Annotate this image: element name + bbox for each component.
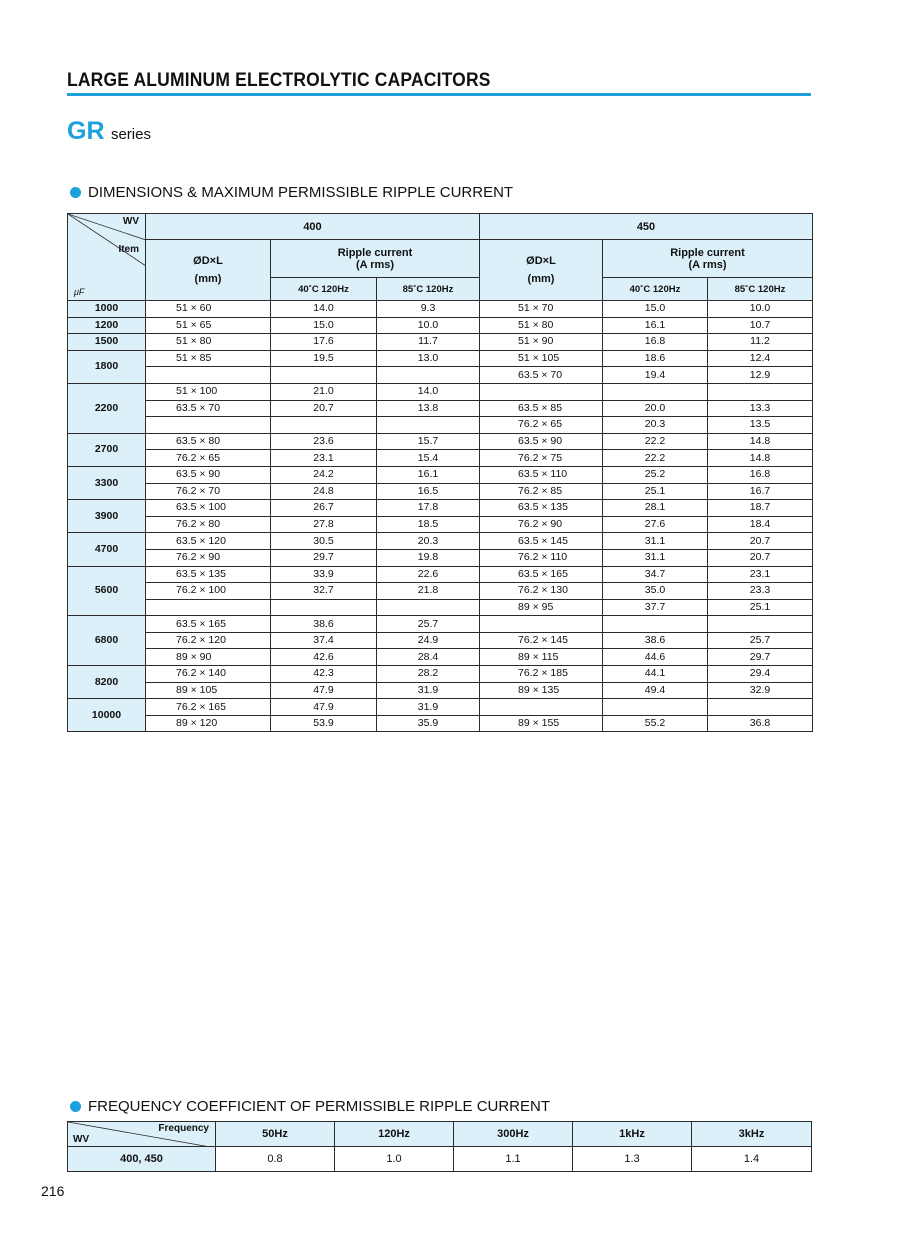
ripple-85-cell: 9.3 [377,301,480,318]
ripple-40-cell: 19.4 [603,367,708,384]
freq-coefficient: 1.1 [454,1147,573,1172]
ripple-85-cell: 14.8 [708,433,813,450]
temp-85-header: 85˚C 120Hz [377,278,480,301]
capacitance-cell: 1800 [68,350,146,383]
dims-heading-text: DIMENSIONS & MAXIMUM PERMISSIBLE RIPPLE CURRENT [88,184,514,201]
dim-unit: (mm) [194,273,222,285]
table-row [68,483,813,500]
ripple-40-cell: 34.7 [603,566,708,583]
dimension-cell: 89 × 120 [146,715,271,732]
ripple-85-cell: 17.8 [377,500,480,517]
ripple-85-cell: 25.7 [708,632,813,649]
ripple-40-cell: 33.9 [271,566,377,583]
ripple-40-cell: 31.1 [603,533,708,550]
ripple-40-cell: 32.7 [271,583,377,600]
voltage-400-header: 400 [146,214,480,240]
ripple-label: Ripple current [337,246,413,259]
freq-heading-text: FREQUENCY COEFFICIENT OF PERMISSIBLE RIPPLE CURRENT [88,1098,551,1115]
ripple-85-cell: 11.2 [708,334,813,351]
ripple-85-cell: 21.8 [377,583,480,600]
ripple-85-cell: 10.7 [708,317,813,334]
dimension-cell: 51 × 90 [480,334,603,351]
table-row [68,699,813,716]
dimension-cell: 63.5 × 80 [146,433,271,450]
ripple-85-cell: 23.3 [708,583,813,600]
dim-header-450 [480,240,603,301]
dims-heading [70,184,513,201]
dimension-cell: 76.2 × 80 [146,516,271,533]
ripple-unit: (A rms) [355,258,395,271]
dimension-cell [146,599,271,616]
dimension-cell: 51 × 60 [146,301,271,318]
ripple-40-cell: 44.1 [603,666,708,683]
dimension-cell: 76.2 × 140 [146,666,271,683]
freq-heading [70,1098,550,1115]
table-row [68,317,813,334]
dimension-cell: 76.2 × 90 [146,549,271,566]
table-row [68,599,813,616]
dimension-cell: 76.2 × 70 [146,483,271,500]
freq-corner-wv-label: WV [73,1134,90,1145]
dimension-cell: 63.5 × 90 [480,433,603,450]
ripple-85-cell: 29.4 [708,666,813,683]
ripple-85-cell: 12.9 [708,367,813,384]
ripple-85-cell [377,417,480,434]
ripple-40-cell: 24.2 [271,466,377,483]
ripple-85-cell: 15.7 [377,433,480,450]
ripple-85-cell: 25.1 [708,599,813,616]
series-word: series [110,126,151,143]
table-row [68,533,813,550]
capacitance-cell: 1200 [68,317,146,334]
ripple-85-cell: 25.7 [377,616,480,633]
ripple-40-cell: 44.6 [603,649,708,666]
ripple-40-cell: 16.8 [603,334,708,351]
ripple-40-cell: 20.7 [271,400,377,417]
capacitance-cell: 1500 [68,334,146,351]
ripple-40-cell [271,599,377,616]
ripple-unit: (A rms) [688,258,727,271]
dimension-cell: 63.5 × 120 [146,533,271,550]
dimension-cell: 76.2 × 85 [480,483,603,500]
dimension-cell: 51 × 80 [146,334,271,351]
ripple-85-cell: 13.0 [377,350,480,367]
table-row [68,350,813,367]
ripple-40-cell: 27.8 [271,516,377,533]
dimension-cell [146,417,271,434]
ripple-header-450 [603,240,813,278]
table-row [68,516,813,533]
ripple-85-cell [708,616,813,633]
ripple-85-cell: 13.5 [708,417,813,434]
dimension-cell: 89 × 115 [480,649,603,666]
temp-40-header: 40˚C 120Hz [271,278,377,301]
freq-header: 120Hz [335,1122,454,1147]
capacitance-cell: 2700 [68,433,146,466]
dimension-cell: 63.5 × 70 [146,400,271,417]
dimension-cell: 51 × 80 [480,317,603,334]
dimension-cell: 76.2 × 120 [146,632,271,649]
ripple-40-cell: 37.7 [603,599,708,616]
dimension-cell: 76.2 × 130 [480,583,603,600]
table-row [68,649,813,666]
capacitance-cell: 5600 [68,566,146,616]
corner-wv-label: WV [122,216,139,227]
table-row [68,500,813,517]
table-row [68,334,813,351]
ripple-40-cell [271,367,377,384]
ripple-85-cell: 18.5 [377,516,480,533]
ripple-85-cell: 22.6 [377,566,480,583]
table-row [68,301,813,318]
table-row [68,417,813,434]
ripple-85-cell: 31.9 [377,699,480,716]
freq-coefficient: 0.8 [216,1147,335,1172]
dim-unit: (mm) [527,273,555,285]
table-row [68,566,813,583]
ripple-40-cell: 17.6 [271,334,377,351]
ripple-40-cell: 14.0 [271,301,377,318]
ripple-40-cell [271,417,377,434]
table-row [68,400,813,417]
ripple-40-cell: 20.3 [603,417,708,434]
voltage-450-header: 450 [480,214,813,240]
freq-coefficient: 1.3 [573,1147,692,1172]
table-row [68,367,813,384]
dim-label: ØD×L [526,255,556,267]
freq-wv-cell: 400, 450 [68,1147,216,1172]
freq-coefficient: 1.0 [335,1147,454,1172]
dimension-cell: 63.5 × 70 [480,367,603,384]
ripple-85-cell: 14.0 [377,383,480,400]
dimension-cell: 63.5 × 165 [480,566,603,583]
corner-uf-label: μF [74,287,85,297]
dimension-cell: 76.2 × 65 [480,417,603,434]
ripple-40-cell: 24.8 [271,483,377,500]
capacitance-cell: 4700 [68,533,146,566]
ripple-40-cell: 26.7 [271,500,377,517]
temp-40-header: 40˚C 120Hz [603,278,708,301]
capacitance-cell: 3900 [68,500,146,533]
ripple-40-cell: 22.2 [603,450,708,467]
ripple-85-cell: 20.7 [708,533,813,550]
dimension-cell: 89 × 90 [146,649,271,666]
ripple-85-cell: 29.7 [708,649,813,666]
freq-corner-frequency-label: Frequency [158,1123,209,1134]
ripple-40-cell: 49.4 [603,682,708,699]
ripple-85-cell: 16.5 [377,483,480,500]
page-number: 216 [41,1183,65,1199]
dimension-cell: 76.2 × 165 [146,699,271,716]
dimension-cell: 63.5 × 165 [146,616,271,633]
capacitance-cell: 6800 [68,616,146,666]
ripple-85-cell: 16.8 [708,466,813,483]
ripple-40-cell: 53.9 [271,715,377,732]
freq-header: 300Hz [454,1122,573,1147]
table-row [68,715,813,732]
ripple-40-cell: 47.9 [271,699,377,716]
ripple-40-cell: 37.4 [271,632,377,649]
dimension-cell: 76.2 × 100 [146,583,271,600]
ripple-40-cell: 22.2 [603,433,708,450]
ripple-40-cell: 25.2 [603,466,708,483]
ripple-85-cell: 23.1 [708,566,813,583]
ripple-85-cell: 28.4 [377,649,480,666]
ripple-85-cell: 10.0 [377,317,480,334]
ripple-40-cell: 23.1 [271,450,377,467]
bullet-dot-icon [70,187,81,198]
ripple-85-cell: 31.9 [377,682,480,699]
capacitance-cell: 10000 [68,699,146,732]
frequency-table [67,1121,812,1172]
ripple-40-cell: 21.0 [271,383,377,400]
capacitance-cell: 1000 [68,301,146,318]
capacitance-cell: 2200 [68,383,146,433]
freq-header: 1kHz [573,1122,692,1147]
ripple-header-400 [271,240,480,278]
dimensions-table-body [68,301,813,732]
ripple-85-cell: 12.4 [708,350,813,367]
ripple-85-cell: 18.4 [708,516,813,533]
dimension-cell: 76.2 × 65 [146,450,271,467]
dimension-cell [480,699,603,716]
table-row [68,466,813,483]
ripple-40-cell: 42.6 [271,649,377,666]
ripple-40-cell: 20.0 [603,400,708,417]
page-title: LARGE ALUMINUM ELECTROLYTIC CAPACITORS [67,70,491,91]
ripple-85-cell: 13.8 [377,400,480,417]
ripple-40-cell: 29.7 [271,549,377,566]
freq-header: 50Hz [216,1122,335,1147]
ripple-85-cell [708,383,813,400]
dimension-cell: 63.5 × 90 [146,466,271,483]
ripple-label: Ripple current [670,246,745,259]
ripple-85-cell: 36.8 [708,715,813,732]
freq-coefficient: 1.4 [692,1147,812,1172]
ripple-40-cell: 38.6 [603,632,708,649]
freq-header: 3kHz [692,1122,812,1147]
ripple-40-cell: 27.6 [603,516,708,533]
table-row [68,450,813,467]
dimension-cell: 76.2 × 185 [480,666,603,683]
dimension-cell: 76.2 × 75 [480,450,603,467]
dimensions-table [67,213,813,732]
bullet-dot-icon [70,1101,81,1112]
ripple-85-cell: 19.8 [377,549,480,566]
dimension-cell: 51 × 70 [480,301,603,318]
dimension-cell [146,367,271,384]
ripple-40-cell: 42.3 [271,666,377,683]
ripple-85-cell: 16.1 [377,466,480,483]
ripple-40-cell: 47.9 [271,682,377,699]
ripple-40-cell [603,699,708,716]
table-row [68,682,813,699]
ripple-40-cell [603,383,708,400]
ripple-40-cell: 30.5 [271,533,377,550]
dimension-cell: 63.5 × 100 [146,500,271,517]
table-row [68,616,813,633]
ripple-85-cell: 20.7 [708,549,813,566]
ripple-85-cell [377,599,480,616]
ripple-85-cell: 16.7 [708,483,813,500]
ripple-40-cell: 25.1 [603,483,708,500]
ripple-85-cell: 18.7 [708,500,813,517]
corner-item-label: Item [118,244,139,255]
dimension-cell: 76.2 × 145 [480,632,603,649]
ripple-85-cell: 13.3 [708,400,813,417]
ripple-85-cell: 28.2 [377,666,480,683]
ripple-40-cell: 15.0 [603,301,708,318]
ripple-40-cell: 55.2 [603,715,708,732]
dimension-cell: 89 × 95 [480,599,603,616]
ripple-40-cell: 28.1 [603,500,708,517]
table-corner-cell [68,214,146,301]
dimension-cell: 63.5 × 85 [480,400,603,417]
capacitance-cell: 3300 [68,466,146,499]
ripple-85-cell: 35.9 [377,715,480,732]
ripple-40-cell [603,616,708,633]
dimension-cell: 63.5 × 110 [480,466,603,483]
dimension-cell: 51 × 65 [146,317,271,334]
dimension-cell: 76.2 × 110 [480,549,603,566]
ripple-85-cell [377,367,480,384]
dimension-cell: 51 × 100 [146,383,271,400]
dimension-cell: 63.5 × 135 [480,500,603,517]
table-row [68,583,813,600]
capacitance-cell: 8200 [68,666,146,699]
dimension-cell: 51 × 105 [480,350,603,367]
ripple-85-cell: 11.7 [377,334,480,351]
freq-corner-cell [68,1122,216,1147]
ripple-40-cell: 35.0 [603,583,708,600]
dimension-cell: 89 × 135 [480,682,603,699]
ripple-40-cell: 18.6 [603,350,708,367]
dimension-cell [480,383,603,400]
dimension-cell: 63.5 × 145 [480,533,603,550]
ripple-40-cell: 19.5 [271,350,377,367]
dimension-cell: 76.2 × 90 [480,516,603,533]
ripple-85-cell: 20.3 [377,533,480,550]
dim-label: ØD×L [193,255,223,267]
ripple-40-cell: 38.6 [271,616,377,633]
ripple-40-cell: 15.0 [271,317,377,334]
ripple-85-cell: 24.9 [377,632,480,649]
table-row [68,632,813,649]
ripple-85-cell [708,699,813,716]
dimension-cell [480,616,603,633]
temp-85-header: 85˚C 120Hz [708,278,813,301]
ripple-85-cell: 10.0 [708,301,813,318]
table-row [68,549,813,566]
dimension-cell: 89 × 105 [146,682,271,699]
ripple-40-cell: 23.6 [271,433,377,450]
ripple-40-cell: 16.1 [603,317,708,334]
table-row [68,433,813,450]
ripple-85-cell: 32.9 [708,682,813,699]
series-code: GR [67,117,105,145]
header-rule [67,93,811,96]
ripple-40-cell: 31.1 [603,549,708,566]
table-row [68,383,813,400]
series-label [67,117,151,146]
ripple-85-cell: 15.4 [377,450,480,467]
dim-header-400 [146,240,271,301]
table-row [68,666,813,683]
dimension-cell: 89 × 155 [480,715,603,732]
dimension-cell: 51 × 85 [146,350,271,367]
ripple-85-cell: 14.8 [708,450,813,467]
dimension-cell: 63.5 × 135 [146,566,271,583]
